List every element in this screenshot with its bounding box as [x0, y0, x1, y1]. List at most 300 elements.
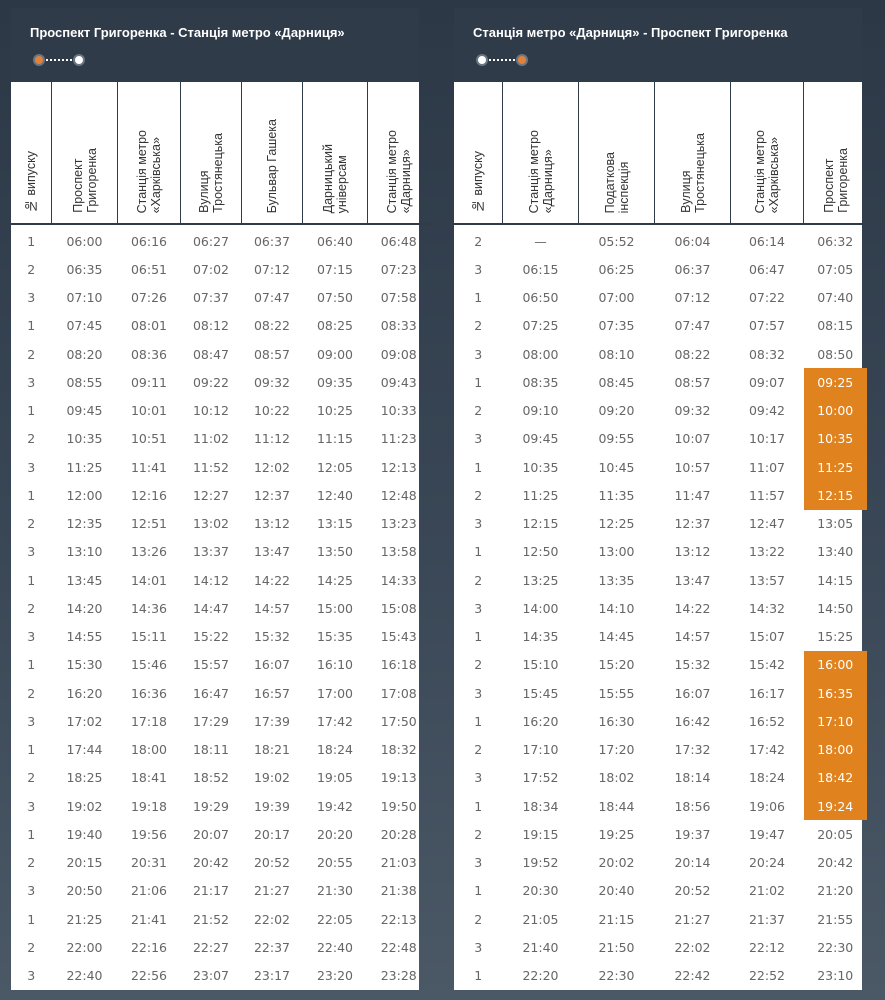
time-cell: 20:40: [598, 883, 635, 899]
time-cell: 13:22: [748, 544, 786, 560]
column-header-label: Станція метро «Дарниця»: [526, 129, 555, 213]
schedule-panel-outbound: [11, 8, 419, 990]
time-cell: 11:25: [804, 453, 868, 481]
time-cell: 22:42: [674, 968, 711, 984]
time-cell: 07:37: [192, 290, 230, 306]
column-header-label: Станція метро «Дарниця»: [385, 129, 413, 213]
time-cell: 08:00: [522, 346, 559, 362]
time-cell: 20:20: [316, 826, 354, 842]
table-row: [11, 368, 430, 396]
time-cell: 09:35: [316, 374, 354, 390]
time-cell: 20:05: [817, 826, 854, 842]
run-number-cell: 2: [27, 346, 36, 362]
time-cell: 20:14: [674, 855, 711, 871]
time-cell: 06:00: [66, 233, 103, 249]
time-cell: 14:57: [674, 629, 711, 645]
time-cell: 13:50: [316, 544, 354, 560]
table-row: [454, 962, 867, 990]
table-row: [11, 764, 430, 792]
time-cell: 16:07: [253, 657, 291, 673]
run-number-cell: 2: [474, 572, 483, 588]
route-line-icon: [489, 59, 515, 61]
run-number-cell: 1: [27, 826, 36, 842]
time-cell: 23:17: [253, 968, 291, 984]
route-start-dot-icon: [476, 54, 488, 66]
table-row: [454, 340, 867, 368]
time-cell: 12:25: [598, 516, 635, 532]
table-row: [454, 594, 867, 622]
table-row: [454, 453, 867, 481]
run-number-cell: 2: [27, 685, 36, 701]
run-number-cell: 3: [474, 939, 483, 955]
time-cell: 19:40: [66, 826, 103, 842]
time-cell: 19:37: [674, 826, 711, 842]
run-number-cell: 1: [474, 713, 483, 729]
column-header-label: Проспект Григоренка: [70, 148, 99, 213]
time-cell: 07:26: [130, 290, 168, 306]
time-cell: 07:57: [748, 318, 786, 334]
time-cell: 10:35: [804, 425, 868, 453]
time-cell: 08:35: [522, 374, 559, 390]
table-row: [11, 623, 430, 651]
column-header: [731, 82, 804, 224]
route-end-dot-icon: [73, 54, 85, 66]
run-number-cell: 2: [27, 261, 36, 277]
time-cell: 19:06: [748, 798, 786, 814]
time-cell: 20:55: [316, 855, 354, 871]
time-cell: 15:00: [316, 600, 354, 616]
time-cell: 16:57: [253, 685, 291, 701]
time-cell: 06:16: [130, 233, 168, 249]
column-header: [655, 82, 731, 224]
time-cell: 20:50: [66, 883, 103, 899]
table-row: [454, 933, 867, 961]
time-cell: 15:35: [316, 629, 354, 645]
time-cell: 19:15: [522, 826, 559, 842]
column-header-label: № випуску: [24, 150, 38, 213]
time-cell: 14:50: [817, 600, 854, 616]
run-number-cell: 3: [27, 798, 36, 814]
time-cell: 12:27: [192, 487, 230, 503]
time-cell: 10:01: [130, 403, 168, 419]
time-cell: 17:10: [522, 742, 559, 758]
time-cell: 13:47: [253, 544, 291, 560]
table-row: [454, 877, 867, 905]
time-cell: 21:20: [817, 883, 854, 899]
table-row: [11, 453, 430, 481]
time-cell: 10:25: [316, 403, 354, 419]
time-cell: 17:52: [522, 770, 559, 786]
time-cell: 12:13: [380, 459, 417, 475]
time-cell: 06:47: [748, 261, 786, 277]
run-number-cell: 3: [27, 968, 36, 984]
time-cell: 19:42: [316, 798, 354, 814]
time-cell: 06:37: [253, 233, 291, 249]
table-row: [454, 651, 867, 679]
time-cell: 14:15: [817, 572, 854, 588]
time-cell: 16:17: [748, 685, 786, 701]
time-cell: 22:02: [253, 911, 291, 927]
time-cell: 19:13: [380, 770, 417, 786]
time-cell: 11:35: [598, 487, 635, 503]
table-row: [454, 481, 867, 509]
panel-header: [454, 8, 862, 82]
time-cell: 13:00: [598, 544, 635, 560]
time-cell: 11:12: [253, 431, 291, 447]
time-cell: 21:27: [253, 883, 291, 899]
time-cell: 20:07: [192, 826, 230, 842]
timetable-header-row: [454, 82, 867, 224]
time-cell: 14:35: [522, 629, 559, 645]
time-cell: 09:22: [192, 374, 230, 390]
run-number-cell: 3: [27, 544, 36, 560]
run-number-cell: 1: [27, 403, 36, 419]
timetable-header-row: [11, 82, 430, 224]
time-cell: 07:12: [674, 290, 711, 306]
timetable-body: [454, 224, 867, 990]
table-row: [11, 792, 430, 820]
table-row: [11, 538, 430, 566]
table-row: [11, 340, 430, 368]
run-number-cell: 3: [27, 374, 36, 390]
time-cell: 11:07: [748, 459, 786, 475]
time-cell: 06:51: [130, 261, 168, 277]
table-row: [11, 397, 430, 425]
time-cell: 16:42: [674, 713, 711, 729]
time-cell: 16:20: [66, 685, 103, 701]
timetable: [454, 82, 867, 990]
time-cell: 15:57: [192, 657, 230, 673]
time-cell: 13:45: [66, 572, 103, 588]
time-cell: 07:45: [66, 318, 103, 334]
time-cell: 12:48: [380, 487, 417, 503]
run-number-cell: 2: [474, 657, 483, 673]
time-cell: 09:45: [66, 403, 103, 419]
route-end-dot-icon: [516, 54, 528, 66]
run-number-cell: 1: [27, 233, 36, 249]
time-cell: 09:11: [130, 374, 168, 390]
run-number-cell: 1: [474, 883, 483, 899]
time-cell: 12:15: [804, 481, 868, 509]
run-number-cell: 3: [474, 770, 483, 786]
time-cell: 22:13: [380, 911, 417, 927]
time-cell: 23:28: [380, 968, 417, 984]
time-cell: 16:35: [804, 679, 868, 707]
table-row: [11, 594, 430, 622]
table-row: [454, 397, 867, 425]
time-cell: 20:42: [192, 855, 230, 871]
time-cell: 08:22: [253, 318, 291, 334]
time-cell: 18:34: [522, 798, 559, 814]
time-cell: 17:10: [804, 707, 868, 735]
time-cell: 09:42: [748, 403, 786, 419]
time-cell: 21:06: [130, 883, 168, 899]
time-cell: 15:55: [598, 685, 635, 701]
time-cell: 20:31: [130, 855, 168, 871]
time-cell: 15:20: [598, 657, 635, 673]
time-cell: 09:45: [522, 431, 559, 447]
route-direction-icon: [33, 54, 85, 66]
time-cell: 13:12: [674, 544, 711, 560]
time-cell: 09:08: [380, 346, 417, 362]
time-cell: 21:40: [522, 939, 559, 955]
time-cell: 21:38: [380, 883, 417, 899]
time-cell: 12:35: [66, 516, 103, 532]
run-number-cell: 1: [27, 318, 36, 334]
panel-header: [11, 8, 419, 82]
time-cell: 06:35: [66, 261, 103, 277]
time-cell: 19:18: [130, 798, 168, 814]
run-number-cell: 2: [474, 487, 483, 503]
time-cell: 19:05: [316, 770, 354, 786]
time-cell: 12:05: [316, 459, 354, 475]
time-cell: 20:17: [253, 826, 291, 842]
time-cell: 17:32: [674, 742, 711, 758]
time-cell: 10:00: [804, 397, 868, 425]
time-cell: 22:48: [380, 939, 417, 955]
time-cell: 10:45: [598, 459, 635, 475]
time-cell: 16:10: [316, 657, 354, 673]
run-number-cell: 3: [474, 346, 483, 362]
time-cell: 21:15: [598, 911, 635, 927]
time-cell: 07:40: [817, 290, 854, 306]
time-cell: 12:00: [66, 487, 103, 503]
time-cell: 07:58: [380, 290, 417, 306]
run-number-cell: 1: [474, 459, 483, 475]
time-cell: 11:15: [316, 431, 354, 447]
table-row: [11, 820, 430, 848]
time-cell: 21:55: [817, 911, 854, 927]
run-number-cell: 2: [27, 939, 36, 955]
time-cell: 09:25: [804, 368, 868, 396]
time-cell: 21:37: [748, 911, 786, 927]
time-cell: 13:37: [192, 544, 230, 560]
time-cell: 22:12: [748, 939, 786, 955]
time-cell: 23:10: [817, 968, 854, 984]
table-row: [11, 312, 430, 340]
time-cell: 11:02: [192, 431, 230, 447]
run-number-cell: 2: [27, 770, 36, 786]
time-cell: 07:22: [748, 290, 786, 306]
column-header: [181, 82, 242, 224]
table-row: [11, 255, 430, 283]
time-cell: 10:35: [66, 431, 103, 447]
table-row: [454, 538, 867, 566]
time-cell: 09:55: [598, 431, 635, 447]
time-cell: 22:30: [598, 968, 635, 984]
time-cell: 19:24: [804, 792, 868, 820]
table-row: [454, 224, 867, 255]
time-cell: 19:02: [66, 798, 103, 814]
route-title: Проспект Григоренка - Станція метро «Дарниця»: [30, 25, 345, 40]
time-cell: 08:33: [380, 318, 417, 334]
time-cell: 07:47: [253, 290, 291, 306]
column-header: [579, 82, 655, 224]
column-header: [303, 82, 368, 224]
time-cell: 13:57: [748, 572, 786, 588]
time-cell: 22:52: [748, 968, 786, 984]
time-cell: —: [534, 233, 547, 249]
time-cell: 17:20: [598, 742, 635, 758]
time-cell: 07:15: [316, 261, 354, 277]
time-cell: 15:25: [817, 629, 854, 645]
time-cell: 22:02: [674, 939, 711, 955]
time-cell: 09:32: [674, 403, 711, 419]
column-header: [242, 82, 303, 224]
time-cell: 08:57: [253, 346, 291, 362]
time-cell: 12:50: [522, 544, 559, 560]
time-cell: 08:45: [598, 374, 635, 390]
time-cell: 18:24: [748, 770, 786, 786]
time-cell: 07:02: [192, 261, 230, 277]
time-cell: 15:22: [192, 629, 230, 645]
time-cell: 07:35: [598, 318, 635, 334]
time-cell: 20:15: [66, 855, 103, 871]
time-cell: 09:20: [598, 403, 635, 419]
time-cell: 21:05: [522, 911, 559, 927]
table-row: [11, 510, 430, 538]
time-cell: 19:02: [253, 770, 291, 786]
time-cell: 12:47: [748, 516, 786, 532]
time-cell: 07:47: [674, 318, 711, 334]
time-cell: 08:47: [192, 346, 230, 362]
time-cell: 21:25: [66, 911, 103, 927]
time-cell: 07:25: [522, 318, 559, 334]
time-cell: 07:50: [316, 290, 354, 306]
time-cell: 16:47: [192, 685, 230, 701]
time-cell: 22:40: [316, 939, 354, 955]
run-number-cell: 2: [27, 855, 36, 871]
time-cell: 07:12: [253, 261, 291, 277]
time-cell: 13:10: [66, 544, 103, 560]
run-number-cell: 2: [474, 911, 483, 927]
time-cell: 18:21: [253, 742, 291, 758]
time-cell: 08:12: [192, 318, 230, 334]
time-cell: 20:52: [674, 883, 711, 899]
time-cell: 21:30: [316, 883, 354, 899]
table-row: [454, 566, 867, 594]
table-row: [11, 224, 430, 255]
time-cell: 22:30: [817, 939, 854, 955]
time-cell: 12:15: [522, 516, 559, 532]
time-cell: 15:08: [380, 600, 417, 616]
run-number-cell: 1: [27, 572, 36, 588]
time-cell: 12:16: [130, 487, 168, 503]
time-cell: 11:23: [380, 431, 417, 447]
table-row: [454, 284, 867, 312]
table-row: [11, 425, 430, 453]
time-cell: 22:27: [192, 939, 230, 955]
time-cell: 14:25: [316, 572, 354, 588]
time-cell: 18:11: [192, 742, 230, 758]
time-cell: 14:33: [380, 572, 417, 588]
time-cell: 14:22: [253, 572, 291, 588]
time-cell: 08:10: [598, 346, 635, 362]
time-cell: 10:35: [522, 459, 559, 475]
time-cell: 20:30: [522, 883, 559, 899]
time-cell: 19:25: [598, 826, 635, 842]
time-cell: 17:42: [316, 713, 354, 729]
time-cell: 11:47: [674, 487, 711, 503]
time-cell: 12:02: [253, 459, 291, 475]
time-cell: 10:17: [748, 431, 786, 447]
run-number-cell: 1: [27, 487, 36, 503]
table-row: [11, 736, 430, 764]
time-cell: 06:27: [192, 233, 230, 249]
run-number-cell: 1: [474, 968, 483, 984]
time-cell: 18:24: [316, 742, 354, 758]
time-cell: 06:32: [817, 233, 854, 249]
column-header-label: Вулиця Тростянецька: [197, 133, 225, 213]
time-cell: 09:10: [522, 403, 559, 419]
time-cell: 14:10: [598, 600, 635, 616]
table-row: [454, 736, 867, 764]
table-row: [11, 933, 430, 961]
time-cell: 14:47: [192, 600, 230, 616]
time-cell: 15:30: [66, 657, 103, 673]
route-direction-icon: [476, 54, 528, 66]
schedule-panel-return: [454, 8, 862, 990]
time-cell: 16:07: [674, 685, 711, 701]
time-cell: 17:00: [316, 685, 354, 701]
time-cell: 06:04: [674, 233, 711, 249]
time-cell: 16:18: [380, 657, 417, 673]
time-cell: 17:18: [130, 713, 168, 729]
time-cell: 15:45: [522, 685, 559, 701]
table-row: [454, 764, 867, 792]
time-cell: 12:51: [130, 516, 168, 532]
time-cell: 13:35: [598, 572, 635, 588]
time-cell: 20:52: [253, 855, 291, 871]
time-cell: 18:44: [598, 798, 635, 814]
time-cell: 15:11: [130, 629, 168, 645]
time-cell: 08:36: [130, 346, 168, 362]
run-number-cell: 3: [474, 855, 483, 871]
time-cell: 20:42: [817, 855, 854, 871]
time-cell: 09:00: [316, 346, 354, 362]
run-number-cell: 3: [474, 261, 483, 277]
time-cell: 18:52: [192, 770, 230, 786]
time-cell: 11:25: [66, 459, 103, 475]
time-cell: 06:37: [674, 261, 711, 277]
time-cell: 13:25: [522, 572, 559, 588]
run-number-cell: 1: [474, 374, 483, 390]
time-cell: 17:50: [380, 713, 417, 729]
column-header-label: Податкова інспекція: [602, 151, 631, 213]
time-cell: 18:14: [674, 770, 711, 786]
table-row: [11, 905, 430, 933]
column-header-label: Дарницький універсам: [321, 143, 349, 213]
time-cell: 22:37: [253, 939, 291, 955]
time-cell: 21:27: [674, 911, 711, 927]
time-cell: 14:22: [674, 600, 711, 616]
route-start-dot-icon: [33, 54, 45, 66]
run-number-cell: 1: [27, 657, 36, 673]
time-cell: 21:02: [748, 883, 786, 899]
time-cell: 18:42: [804, 764, 868, 792]
time-cell: 18:00: [130, 742, 168, 758]
time-cell: 13:15: [316, 516, 354, 532]
time-cell: 17:42: [748, 742, 786, 758]
time-cell: 08:22: [674, 346, 711, 362]
table-row: [11, 962, 430, 990]
route-title: Станція метро «Дарниця» - Проспект Григоренка: [473, 25, 788, 40]
time-cell: 11:41: [130, 459, 168, 475]
run-number-cell: 2: [474, 742, 483, 758]
column-header-label: Станція метро «Харківська»: [135, 129, 163, 213]
run-number-cell: 2: [27, 431, 36, 447]
time-cell: 13:40: [817, 544, 854, 560]
